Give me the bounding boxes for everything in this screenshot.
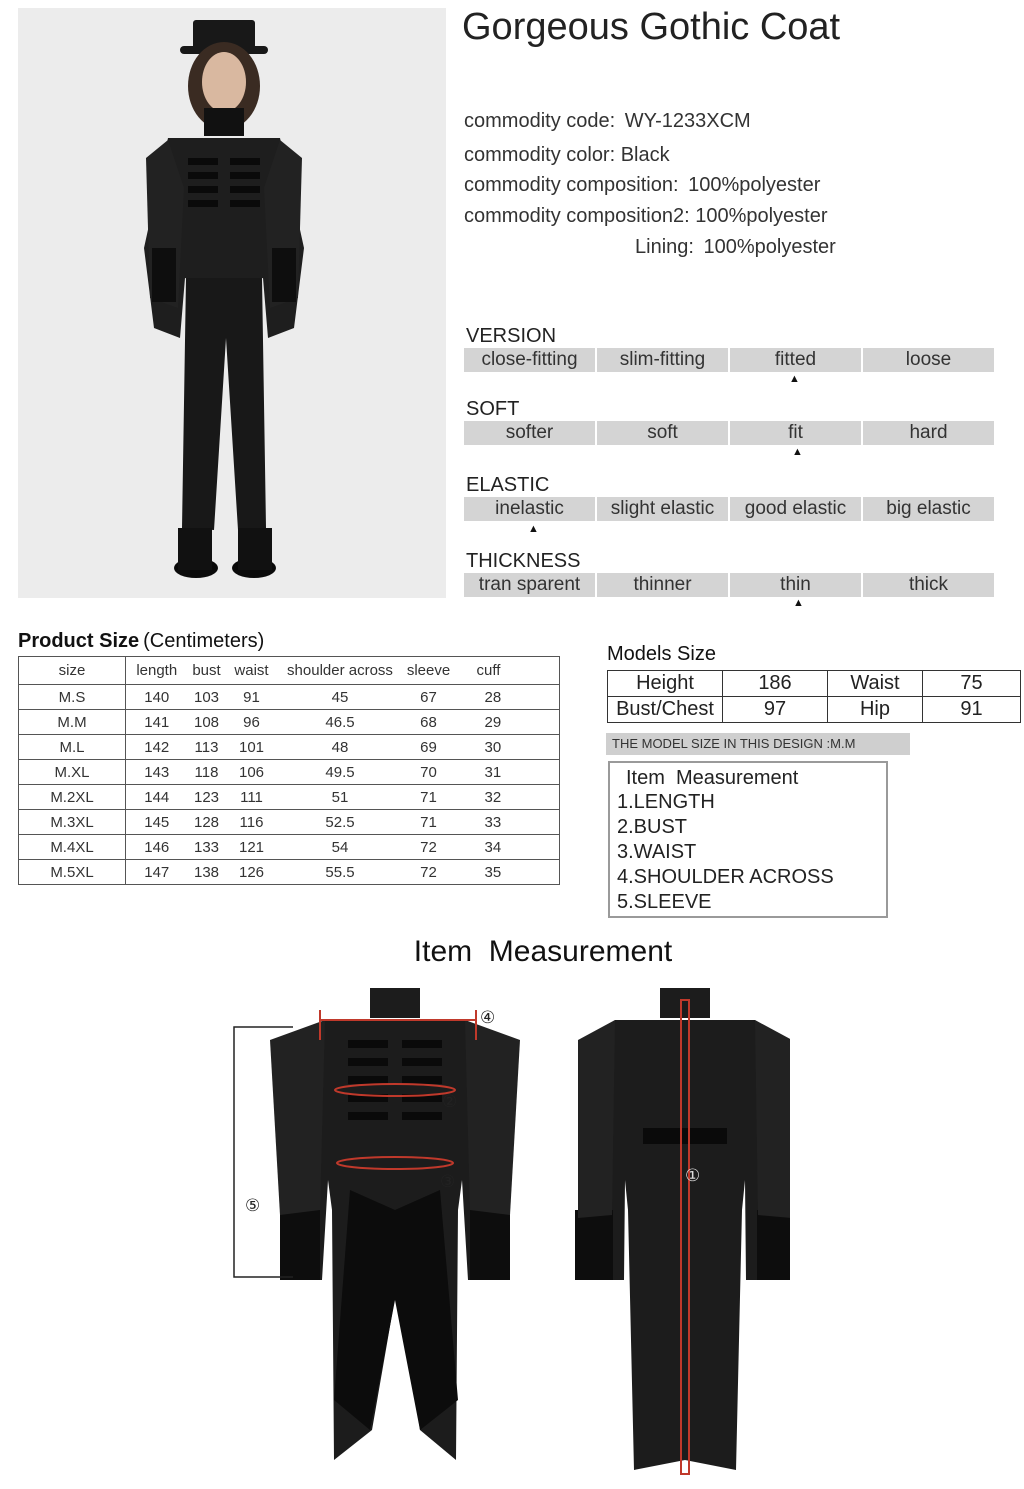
table-cell: 140 [126, 685, 188, 710]
table-header: sleeve [403, 657, 455, 685]
callout-bust-icon: ② [442, 1092, 458, 1111]
info-value: 100%polyester [703, 236, 836, 258]
scale-version [464, 348, 995, 385]
table-cell: M.4XL [19, 835, 126, 860]
table-cell: 126 [226, 860, 278, 885]
attr-title-soft: SOFT [466, 398, 520, 420]
scale-option: slight elastic [597, 497, 728, 521]
info-composition2 [464, 205, 828, 228]
table-cell: 133 [188, 835, 226, 860]
table-cell: 49.5 [278, 760, 403, 785]
table-row [608, 671, 1021, 697]
table-row [608, 697, 1021, 723]
table-cell: 141 [126, 710, 188, 735]
measurement-legend [608, 761, 888, 918]
table-cell: 123 [188, 785, 226, 810]
info-label: commodity code: [464, 110, 616, 132]
info-label: commodity composition: [464, 174, 679, 196]
table-cell: 97 [723, 697, 828, 723]
legend-item: 1.LENGTH [617, 791, 715, 813]
table-row [19, 760, 560, 785]
info-value: 100%polyester [695, 205, 828, 227]
table-cell: 142 [126, 735, 188, 760]
model-photo [18, 8, 446, 598]
table-cell: 67 [403, 685, 455, 710]
table-cell: M.M [19, 710, 126, 735]
table-cell: 29 [455, 710, 560, 735]
table-header: waist [226, 657, 278, 685]
measurement-diagram-title: Item Measurement [413, 935, 673, 968]
table-cell: Height [608, 671, 723, 697]
legend-item: 3.WAIST [617, 841, 697, 863]
table-cell: 48 [278, 735, 403, 760]
info-label: commodity composition2: [464, 205, 690, 227]
table-row [19, 735, 560, 760]
callout-sleeve-icon: ⑤ [245, 1196, 261, 1215]
page-title: Gorgeous Gothic Coat [462, 6, 841, 48]
scale-option: big elastic [863, 497, 994, 521]
callout-shoulder-icon: ④ [480, 1008, 496, 1027]
table-cell: 143 [126, 760, 188, 785]
table-cell: 35 [455, 860, 560, 885]
scale-option: inelastic [464, 497, 595, 521]
table-cell: 116 [226, 810, 278, 835]
table-cell: 70 [403, 760, 455, 785]
scale-option: fitted [730, 348, 861, 372]
scale-option: good elastic [730, 497, 861, 521]
info-lining [635, 236, 836, 259]
table-cell: 91 [226, 685, 278, 710]
coat-back-image [575, 988, 790, 1470]
table-cell: 145 [126, 810, 188, 835]
table-cell: 71 [403, 810, 455, 835]
table-header: length [126, 657, 188, 685]
scale-option: slim-fitting [597, 348, 728, 372]
product-size-heading: Product Size [18, 630, 140, 652]
product-size-title [18, 630, 264, 653]
scale-option: thick [863, 573, 994, 597]
table-cell: 30 [455, 735, 560, 760]
table-row [19, 835, 560, 860]
product-size-table [18, 656, 560, 885]
scale-thickness [464, 573, 995, 609]
info-composition [464, 174, 820, 197]
table-cell: 71 [403, 785, 455, 810]
product-size-unit: (Centimeters) [143, 630, 265, 652]
info-value: Black [620, 144, 670, 166]
table-cell: M.XL [19, 760, 126, 785]
legend-title: Item Measurement [626, 767, 799, 789]
scale-option: hard [863, 421, 994, 445]
table-cell: 52.5 [278, 810, 403, 835]
callout-waist-icon: ③ [440, 1172, 456, 1191]
table-cell: 106 [226, 760, 278, 785]
table-cell: 72 [403, 835, 455, 860]
table-cell: 186 [723, 671, 828, 697]
table-cell: 138 [188, 860, 226, 885]
table-cell: Bust/Chest [608, 697, 723, 723]
table-cell: M.2XL [19, 785, 126, 810]
table-row [19, 860, 560, 885]
table-header: size [19, 657, 126, 685]
table-cell: 51 [278, 785, 403, 810]
table-cell: 33 [455, 810, 560, 835]
table-cell: 128 [188, 810, 226, 835]
model-size-note: THE MODEL SIZE IN THIS DESIGN :M.M [606, 733, 910, 755]
info-label: commodity color: [464, 144, 616, 166]
table-cell: 31 [455, 760, 560, 785]
table-cell: 108 [188, 710, 226, 735]
table-cell: 144 [126, 785, 188, 810]
scale-option: thinner [597, 573, 728, 597]
table-header: cuff [455, 657, 560, 685]
table-cell: 45 [278, 685, 403, 710]
table-cell: M.5XL [19, 860, 126, 885]
table-cell: 103 [188, 685, 226, 710]
table-cell: 34 [455, 835, 560, 860]
table-cell: 118 [188, 760, 226, 785]
table-cell: 121 [226, 835, 278, 860]
info-value: WY-1233XCM [624, 110, 751, 132]
table-cell: 75 [923, 671, 1021, 697]
selected-marker-icon: ▲ [528, 523, 539, 535]
coat-front-image [270, 988, 520, 1460]
table-cell: 32 [455, 785, 560, 810]
scale-soft [464, 421, 995, 458]
measurement-diagram [230, 980, 790, 1480]
table-cell: 55.5 [278, 860, 403, 885]
table-row [19, 785, 560, 810]
info-label: Lining: [635, 236, 694, 258]
models-size-title: Models Size [607, 643, 716, 665]
info-color [464, 144, 670, 167]
table-header-row [19, 657, 560, 685]
info-value: 100%polyester [688, 174, 821, 196]
table-header: bust [188, 657, 226, 685]
selected-marker-icon: ▲ [789, 373, 800, 385]
table-cell: M.S [19, 685, 126, 710]
table-cell: M.3XL [19, 810, 126, 835]
table-cell: 54 [278, 835, 403, 860]
info-code [464, 110, 751, 133]
models-size-table [607, 670, 1021, 723]
table-row [19, 710, 560, 735]
scale-option: soft [597, 421, 728, 445]
selected-marker-icon: ▲ [793, 597, 804, 609]
table-cell: 101 [226, 735, 278, 760]
table-cell: 146 [126, 835, 188, 860]
legend-item: 2.BUST [617, 816, 688, 838]
scale-elastic [464, 497, 995, 535]
legend-item: 5.SLEEVE [617, 891, 712, 913]
table-header: shoulder across [278, 657, 403, 685]
selected-marker-icon: ▲ [792, 446, 803, 458]
table-row [19, 810, 560, 835]
scale-option: tran sparent [464, 573, 595, 597]
table-cell: 46.5 [278, 710, 403, 735]
table-cell: 113 [188, 735, 226, 760]
scale-option: thin [730, 573, 861, 597]
table-cell: Hip [828, 697, 923, 723]
attr-title-version: VERSION [466, 325, 557, 347]
table-cell: Waist [828, 671, 923, 697]
table-cell: M.L [19, 735, 126, 760]
table-cell: 91 [923, 697, 1021, 723]
table-cell: 28 [455, 685, 560, 710]
scale-option: close-fitting [464, 348, 595, 372]
table-cell: 147 [126, 860, 188, 885]
table-row [19, 685, 560, 710]
scale-option: fit [730, 421, 861, 445]
scale-option: loose [863, 348, 994, 372]
table-cell: 72 [403, 860, 455, 885]
callout-length-icon: ① [685, 1166, 701, 1185]
table-cell: 96 [226, 710, 278, 735]
table-cell: 111 [226, 785, 278, 810]
table-cell: 69 [403, 735, 455, 760]
table-cell: 68 [403, 710, 455, 735]
legend-item: 4.SHOULDER ACROSS [617, 866, 834, 888]
attr-title-elastic: ELASTIC [466, 474, 550, 496]
attr-title-thickness: THICKNESS [466, 550, 581, 572]
scale-option: softer [464, 421, 595, 445]
